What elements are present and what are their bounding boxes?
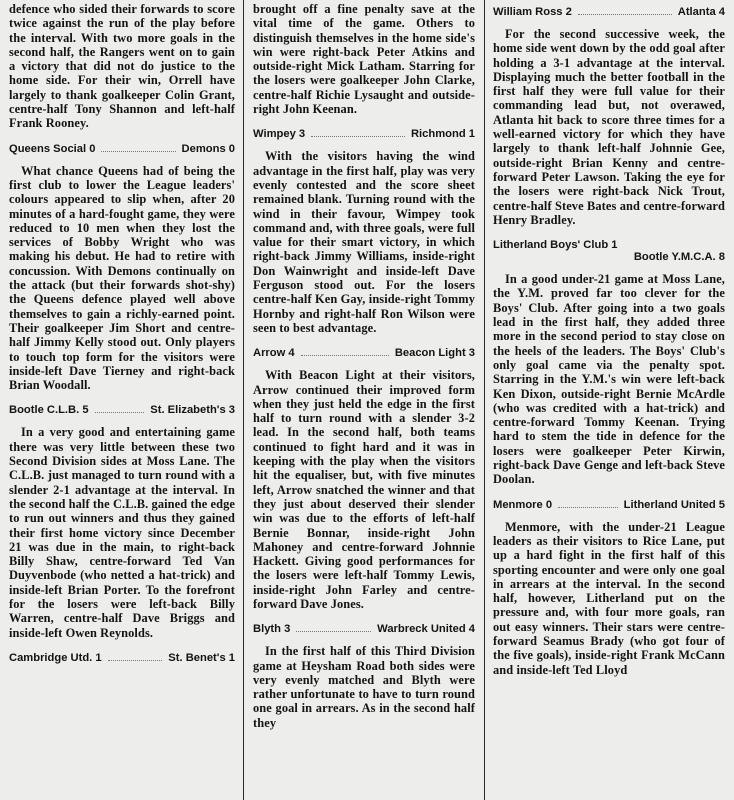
home-team-score: Queens Social 0 [9, 142, 96, 155]
home-team-score: Wimpey 3 [253, 128, 306, 141]
away-team-score: St. Benet's 1 [168, 651, 235, 664]
match-report-menmore-litherland: Menmore, with the under-21 League leaders as their visitors to Rice Lane, put up a hard fight in the first half of this sporting encounter and were only one goal in arrears at the interval. In the second half, however, Litherland put on the pressure and, with four more goals, ran out easy winners. Their stars were centre-forward Seamus Brady (who got four of the five goals), inside-right Frank McCann and inside-left Ted Lloyd [493, 519, 725, 677]
match-heading-bootle-elizabeths [9, 404, 235, 416]
leader-dots [558, 507, 618, 508]
match-report-queens-demons: What chance Queens had of being the first club to lower the League leaders' colours appeared to slip when, after 20 minutes of a hard-fought game, they were reduced to 10 men when they lost the services of Bobby Wright who was making his debut. He had to retire with concussion. With Demons continually on the attack (but their forwards shot-shy) the Queens defence played well above themselves to gain a richly-earned point. Their goalkeeper Jim Short and centre-half Jimmy Kelly stood out. Only players to touch top form for the visitors were inside-left Dave Tierney and right-back Brian Woodall. [9, 163, 235, 393]
leader-dots [296, 631, 371, 632]
column-1-continuation: defence who sided their forwards to score twice against the run of the play before the interval. With two more goals in the second half, the Rangers went on to gain a victory that did not do justice to the home side. For their win, Orrell have largely to thank goalkeeper Colin Grant, centre-half Tony Shannon and left-half Frank Rooney. [9, 2, 235, 131]
match-report-ross-atlanta: For the second successive week, the home side went down by the odd goal after holding a 3-1 advantage at the interval. Displaying much the better football in the first half they were full value for their commanding lead but, not overawed, Atlanta hit back to score three times for a well-earned victory for which they have largely to thank left-half Johnnie Gee, outside-right Brian Kenny and centre-forward Peter Lawson. Taking the eye for the losers were right-back Nick Trout, centre-half Steve Bates and centre-forward Henry Bradley. [493, 27, 725, 227]
match-heading-menmore-litherland [493, 499, 725, 511]
away-team-score: Demons 0 [181, 142, 235, 155]
home-team-score: Litherland Boys' Club 1 [493, 239, 618, 252]
home-team-score: William Ross 2 [493, 6, 572, 18]
away-team-score: Bootle Y.M.C.A. 8 [633, 251, 725, 264]
match-heading-ross-atlanta [493, 6, 725, 18]
match-report-arrow-beacon: With Beacon Light at their visitors, Arrow continued their improved form when they just held the edge in the first half to turn round with a slender 3-2 lead. In the second half, both teams continued to fight hard and it was in keeping with the play when the visitors hit the equaliser, but, with five minutes left, Arrow snatched the winner and that they just about deserved their slender win was due to the efforts of left-half Bernie Bonnar, inside-right John Mahoney and centre-forward Johnnie Hackett. Giving good performances for the losers were left-half Tommy Lewis, inside-right John Farley and centre-forward Dave Jones. [253, 368, 475, 611]
home-team-score: Menmore 0 [493, 498, 553, 511]
leader-dots [108, 660, 163, 661]
column-3 [484, 0, 734, 800]
match-heading-arrow-beacon [253, 347, 475, 359]
column-1 [0, 0, 244, 800]
away-team-score: Litherland United 5 [623, 498, 725, 511]
match-report-bootle-elizabeths: In a very good and entertaining game there was very little between these two Second Division sides at Moss Lane. The C.L.B. just managed to turn round with a slender 2-1 advantage at the interval. In the second half the C.L.B. gained the edge to run out winners and thus they gained their first home victory since December 21 was due in the main, to right-back Billy Shaw, centre-forward Ted Van Duyvenbode (who netted a hat-trick) and inside-left Brian Porter. To the forefront for the losers were left-back Billy Warren, centre-half Dave Briggs and inside-left Owen Reynolds. [9, 425, 235, 640]
home-team-score: Bootle C.L.B. 5 [9, 404, 89, 417]
home-team-score: Arrow 4 [253, 347, 295, 360]
away-team-score: Richmond 1 [410, 128, 475, 141]
match-report-wimpey-richmond: With the visitors having the wind advantage in the first half, play was very evenly contested and the score sheet remained blank. Turning round with the wind in their favour, Wimpey took command and, with three goals, were full value for their smart victory, in which right-back Jimmy Williams, inside-right Don Wainwright and inside-left Dave Ferguson stood out. For the losers centre-half Ken Gay, inside-right Tommy Hornby and right-half Ron Wilson were seen to best advantage. [253, 149, 475, 335]
column-2-continuation: brought off a fine penalty save at the vital time of the game. Others to distinguish themselves in the home side's win were right-back Peter Atkins and outside-right Mick Latham. Starring for the losers were goalkeeper John Clarke, centre-half Richie Lysaught and outside-right John Keenan. [253, 2, 475, 117]
leader-dots [301, 355, 389, 356]
home-team-score: Blyth 3 [253, 623, 291, 636]
leader-dots [95, 412, 145, 413]
away-team-score: St. Elizabeth's 3 [150, 404, 235, 417]
match-heading-cambridge-benets [9, 652, 235, 664]
match-heading-litherland-ymca [493, 239, 725, 263]
away-team-score: Atlanta 4 [677, 6, 725, 18]
match-report-litherland-ymca: In a good under-21 game at Moss Lane, the Y.M. proved far too clever for the Boys' Club. After going into a two goals lead in the first half, they added three more in the second period to stay close on the heels of the leaders. The Boys' Club's only goal came via the penalty spot. Starring in the Y.M.'s win were left-back Ken Dixon, outside-right Bernie McArdle (who was credited with a hat-trick) and centre-forward Tommy Keenan. Trying hard to stem the tide in defence for the losers were goalkeeper Peter Kirwin, right-back Dave Genge and left-back Steve Doolan. [493, 272, 725, 487]
match-heading-blyth-warbreck [253, 623, 475, 635]
away-team-score: Beacon Light 3 [394, 347, 475, 360]
leader-dots [311, 136, 405, 137]
column-2 [244, 0, 484, 800]
home-team-score: Cambridge Utd. 1 [9, 651, 102, 664]
away-team-score: Warbreck United 4 [377, 623, 475, 636]
leader-dots [578, 14, 672, 15]
match-heading-queens-demons [9, 143, 235, 155]
match-heading-wimpey-richmond [253, 128, 475, 140]
leader-dots [101, 151, 175, 152]
match-report-blyth-warbreck: In the first half of this Third Division game at Heysham Road both sides were very evenly matched and Blyth were rather unfortunate to have to turn round one goal in arrears. As in the second half they [253, 644, 475, 730]
